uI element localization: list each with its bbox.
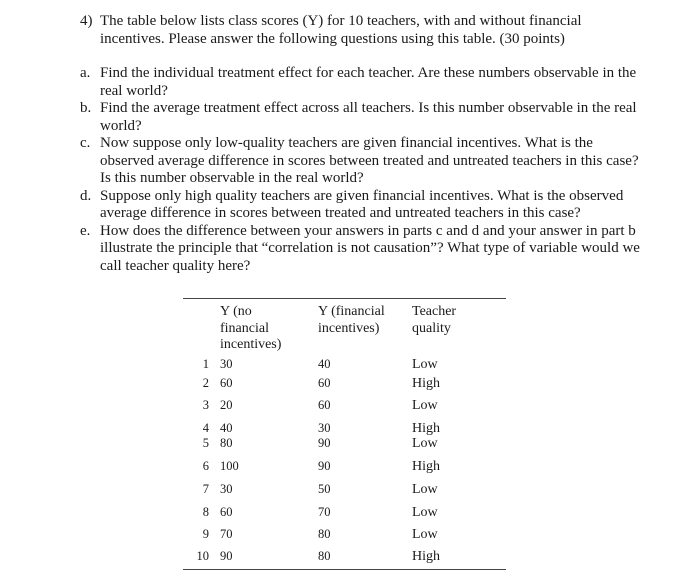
row-index: 8 [202,505,209,519]
cell-y-incentives: 50 [318,482,331,496]
cell-teacher-quality: Low [412,482,438,497]
table-row [183,549,506,567]
row-index: 4 [202,421,209,435]
cell-teacher-quality: High [412,376,440,391]
cell-y-incentives: 60 [318,398,331,412]
part-text: Now suppose only low-quality teachers are given financial incentives. What is the observed average difference in scores between treated and untreated teachers in this case? Is this number observable in the real world? [100,135,639,186]
table-row [183,376,506,394]
cell-teacher-quality: High [412,549,440,564]
table-row [183,436,506,454]
cell-teacher-quality: High [412,421,440,436]
cell-y-incentives: 30 [318,421,331,435]
part-letter: c. [80,135,91,151]
cell-teacher-quality: Low [412,436,438,451]
cell-y-incentives: 90 [318,459,331,473]
part-letter: a. [80,65,91,81]
table-row [183,357,506,375]
cell-teacher-quality: Low [412,357,438,372]
row-index: 3 [202,398,209,412]
question-parts [80,65,640,275]
part-text: Find the individual treatment effect for each teacher. Are these numbers observable in the real world? [100,65,637,99]
cell-y-no-incentives: 60 [220,376,233,390]
cell-y-incentives: 90 [318,436,331,450]
cell-y-no-incentives: 60 [220,505,233,519]
table-row [183,482,506,500]
header-teacher-quality: Teacher quality [412,304,457,336]
scores-table [183,298,506,570]
question-text: The table below lists class scores (Y) for 10 teachers, with and without financial incentives. Please answer the following questions using this table. (30 points) [100,13,582,47]
cell-teacher-quality: High [412,459,440,474]
part-text: Find the average treatment effect across all teachers. Is this number observable in the real world? [100,100,637,134]
table-row [183,398,506,416]
row-index: 7 [202,482,209,496]
part-text: How does the difference between your answers in parts c and d and your answer in part b illustrate the principle that “correlation is not causation”? What type of variable would we call teacher quality here? [100,222,640,274]
cell-y-incentives: 80 [318,549,331,563]
part-b [80,100,640,135]
part-a [80,65,640,100]
row-index: 9 [202,527,209,541]
cell-teacher-quality: Low [412,527,438,542]
part-e [80,223,640,276]
part-letter: d. [80,187,92,204]
part-text: Suppose only high quality teachers are given financial incentives. What is the observed average difference in scores between treated and untreated teachers in this case? [100,187,624,221]
part-letter: b. [80,100,92,116]
table-row [183,459,506,477]
table-bottom-rule [183,569,506,570]
cell-y-no-incentives: 30 [220,482,233,496]
row-index: 10 [196,549,209,563]
cell-y-no-incentives: 70 [220,527,233,541]
cell-y-no-incentives: 90 [220,549,233,563]
cell-teacher-quality: Low [412,398,438,413]
row-index: 5 [202,436,209,450]
table-top-rule [183,298,506,299]
row-index: 2 [202,376,209,390]
cell-y-no-incentives: 20 [220,398,233,412]
cell-y-no-incentives: 40 [220,421,233,435]
table-row [183,527,506,545]
cell-y-incentives: 40 [318,357,331,371]
cell-y-incentives: 80 [318,527,331,541]
header-y-no-incentives: Y (no financial incentives) [220,304,282,352]
cell-y-no-incentives: 80 [220,436,233,450]
cell-teacher-quality: Low [412,505,438,520]
header-y-incentives: Y (financial incentives) [318,304,385,336]
cell-y-incentives: 70 [318,505,331,519]
row-index: 6 [202,459,209,473]
cell-y-no-incentives: 100 [220,459,239,473]
part-d [80,188,640,223]
row-index: 1 [202,357,209,371]
table-row [183,505,506,523]
part-c [80,135,640,188]
part-letter: e. [80,222,91,239]
question-number: 4) [80,13,93,29]
cell-y-incentives: 60 [318,376,331,390]
cell-y-no-incentives: 30 [220,357,233,371]
